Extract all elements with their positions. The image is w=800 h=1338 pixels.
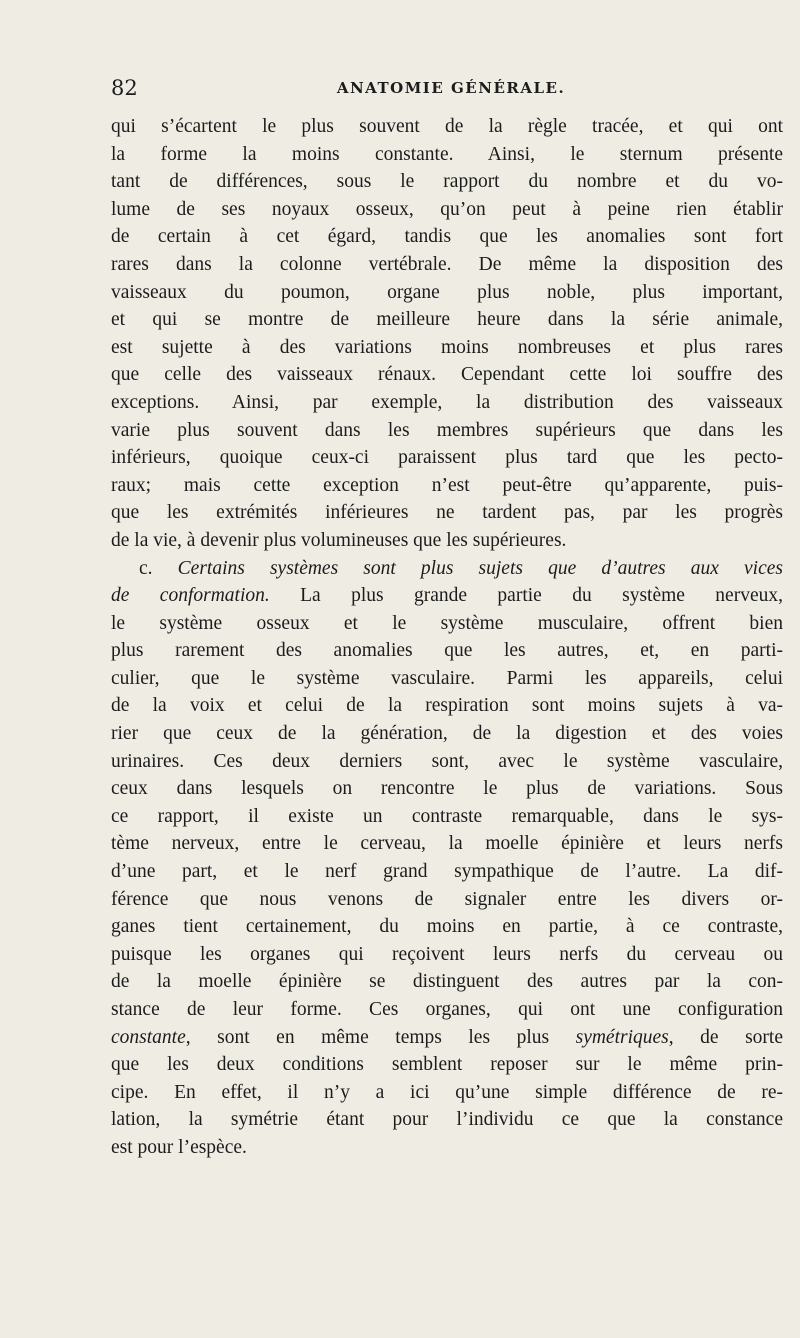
italic-word-symetriques: symétriques bbox=[575, 1026, 669, 1048]
closing-line-1 bbox=[111, 1024, 783, 1052]
text-line: urinaires. Ces deux derniers sont, avec le système vasculaire, bbox=[111, 750, 783, 772]
text-line: de la moelle épinière se distinguent des autres par la con- bbox=[111, 971, 783, 993]
text-line: rares dans la colonne vertébrale. De même la disposition des bbox=[111, 253, 783, 275]
section-c-heading-line bbox=[111, 555, 783, 583]
italic-heading: Certains systèmes sont plus sujets que d’autres aux vices bbox=[177, 557, 784, 579]
text-line: lation, la symétrie étant pour l’individu ce que la constance bbox=[111, 1109, 783, 1131]
text-line: d’une part, et le nerf grand sympathique de l’autre. La dif- bbox=[111, 861, 783, 883]
text-line: tème nerveux, entre le cerveau, la moelle épinière et leurs nerfs bbox=[111, 833, 783, 855]
body-text bbox=[111, 113, 783, 1162]
text-line: rier que ceux de la génération, de la digestion et des voies bbox=[111, 723, 783, 745]
page-number: 82 bbox=[111, 76, 138, 100]
text-line: que celle des vaisseaux rénaux. Cependant cette loi souffre des bbox=[111, 364, 783, 386]
text-line: qui s’écartent le plus souvent de la règle tracée, et qui ont bbox=[111, 116, 783, 137]
section-c-heading-line-2 bbox=[111, 582, 783, 610]
text-line: est pour l’espèce. bbox=[111, 1136, 247, 1158]
text-line: de certain à cet égard, tandis que les anomalies sont fort bbox=[111, 226, 783, 248]
text-line: raux; mais cette exception n’est peut-être qu’apparente, puis- bbox=[111, 474, 783, 496]
text-line: la forme la moins constante. Ainsi, le sternum présente bbox=[111, 143, 783, 165]
text-line: exceptions. Ainsi, par exemple, la distribution des vaisseaux bbox=[111, 391, 783, 413]
text-line: le système osseux et le système musculaire, offrent bien bbox=[111, 612, 783, 634]
running-title: ANATOMIE GÉNÉRALE. bbox=[336, 79, 566, 97]
text-line: ce rapport, il existe un contraste remarquable, dans le sys- bbox=[111, 805, 783, 827]
text-line: inférieurs, quoique ceux-ci paraissent plus tard que les pecto- bbox=[111, 447, 783, 469]
text-line: cipe. En effet, il n’y a ici qu’une simple différence de re- bbox=[111, 1081, 783, 1103]
text-line: et qui se montre de meilleure heure dans la série animale, bbox=[111, 309, 783, 331]
text-line: puisque les organes qui reçoivent leurs nerfs du cerveau ou bbox=[111, 943, 783, 965]
text-fragment: , sont en même temps les plus bbox=[185, 1026, 550, 1048]
text-line: que les extrémités inférieures ne tardent pas, par les progrès bbox=[111, 502, 783, 524]
text-line: férence que nous venons de signaler entre les divers or- bbox=[111, 888, 783, 910]
text-line: est sujette à des variations moins nombreuses et plus rares bbox=[111, 336, 783, 358]
text-fragment: La plus grande partie du système nerveux, bbox=[300, 585, 783, 607]
text-line: tant de différences, sous le rapport du nombre et du vo- bbox=[111, 171, 783, 193]
text-line: stance de leur forme. Ces organes, qui ont une configuration bbox=[111, 999, 783, 1020]
text-line: ceux dans lesquels on rencontre le plus de variations. Sous bbox=[111, 778, 783, 800]
italic-word-constante: constante bbox=[111, 1026, 186, 1048]
italic-heading-end: de conformation. bbox=[111, 585, 270, 607]
text-line: de la vie, à devenir plus volumineuses que les supérieures. bbox=[111, 529, 567, 551]
text-line: vaisseaux du poumon, organe plus noble, plus important, bbox=[111, 281, 783, 303]
text-line: culier, que le système vasculaire. Parmi les appareils, celui bbox=[111, 667, 783, 689]
text-line: de la voix et celui de la respiration sont moins sujets à va- bbox=[111, 695, 783, 717]
text-line: varie plus souvent dans les membres supérieurs que dans les bbox=[111, 419, 783, 441]
section-marker: c. bbox=[139, 557, 153, 579]
text-line: ganes tient certainement, du moins en partie, à ce contraste, bbox=[111, 916, 783, 938]
text-line: lume de ses noyaux osseux, qu’on peut à peine rien établir bbox=[111, 198, 783, 220]
text-line: plus rarement des anomalies que les autres, et, en parti- bbox=[111, 640, 783, 662]
text-fragment: , de sorte bbox=[668, 1026, 784, 1048]
text-line: que les deux conditions semblent reposer sur le même prin- bbox=[111, 1054, 783, 1076]
page-header bbox=[111, 76, 781, 106]
